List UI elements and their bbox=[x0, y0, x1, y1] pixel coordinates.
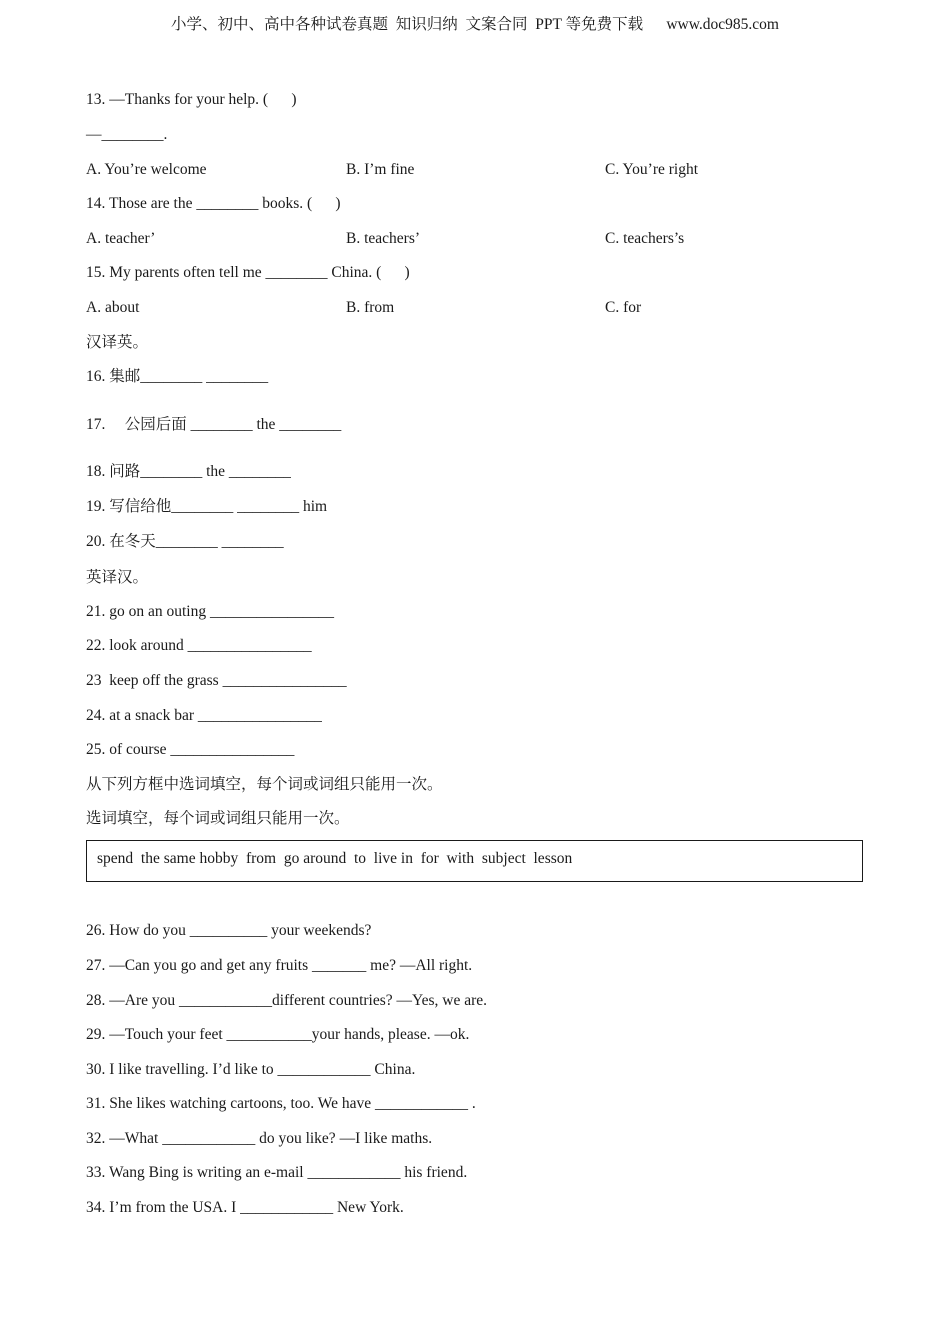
section-instruction-2: 选词填空，每个词或词组只能用一次。 bbox=[86, 810, 350, 827]
question-22: 22. look around ________________ bbox=[86, 637, 312, 654]
question-14-stem: 14. Those are the ________ books. ( ) bbox=[86, 195, 341, 212]
question-31: 31. She likes watching cartoons, too. We have ____________ . bbox=[86, 1095, 476, 1112]
question-13-option-b: B. I’m fine bbox=[346, 161, 415, 178]
question-23: 23 keep off the grass ________________ bbox=[86, 672, 347, 689]
section-title-en-cn: 英译汉。 bbox=[86, 569, 149, 586]
question-20: 20. 在冬天________ ________ bbox=[86, 533, 284, 550]
question-34: 34. I’m from the USA. I ____________ New York. bbox=[86, 1199, 404, 1216]
section-instruction-1: 从下列方框中选词填空，每个词或词组只能用一次。 bbox=[86, 776, 443, 793]
question-17: 17. 公园后面 ________ the ________ bbox=[86, 416, 342, 433]
question-30: 30. I like travelling. I’d like to ____________ China. bbox=[86, 1061, 416, 1078]
question-25: 25. of course ________________ bbox=[86, 741, 295, 758]
question-19: 19. 写信给他________ ________ him bbox=[86, 498, 328, 515]
question-13-reply: —________. bbox=[86, 126, 168, 143]
question-13-option-a: A. You’re welcome bbox=[86, 161, 207, 178]
word-bank-box bbox=[86, 840, 863, 882]
question-15-option-a: A. about bbox=[86, 299, 140, 316]
page-header: 小学、初中、高中各种试卷真题 知识归纳 文案合同 PPT 等免费下载 www.doc985.com bbox=[171, 16, 779, 33]
question-29: 29. —Touch your feet ___________your hands, please. —ok. bbox=[86, 1026, 470, 1043]
question-33: 33. Wang Bing is writing an e-mail ____________ his friend. bbox=[86, 1164, 468, 1181]
question-21: 21. go on an outing ________________ bbox=[86, 603, 334, 620]
question-14-option-b: B. teachers’ bbox=[346, 230, 421, 247]
question-15-option-c: C. for bbox=[605, 299, 642, 316]
question-15-option-b: B. from bbox=[346, 299, 395, 316]
question-32: 32. —What ____________ do you like? —I like maths. bbox=[86, 1130, 433, 1147]
question-26: 26. How do you __________ your weekends? bbox=[86, 922, 372, 939]
word-bank-words: spend the same hobby from go around to live in for with subject lesson bbox=[97, 850, 573, 867]
question-27: 27. —Can you go and get any fruits _______ me? —All right. bbox=[86, 957, 473, 974]
question-13-option-c: C. You’re right bbox=[605, 161, 699, 178]
section-title-cn-en: 汉译英。 bbox=[86, 334, 149, 351]
question-14-option-a: A. teacher’ bbox=[86, 230, 156, 247]
question-24: 24. at a snack bar ________________ bbox=[86, 707, 322, 724]
question-15-stem: 15. My parents often tell me ________ China. ( ) bbox=[86, 264, 410, 281]
question-16: 16. 集邮________ ________ bbox=[86, 368, 269, 385]
question-13-stem: 13. —Thanks for your help. ( ) bbox=[86, 91, 297, 108]
question-14-option-c: C. teachers’s bbox=[605, 230, 685, 247]
question-18: 18. 问路________ the ________ bbox=[86, 463, 291, 480]
question-28: 28. —Are you ____________different countries? —Yes, we are. bbox=[86, 992, 488, 1009]
